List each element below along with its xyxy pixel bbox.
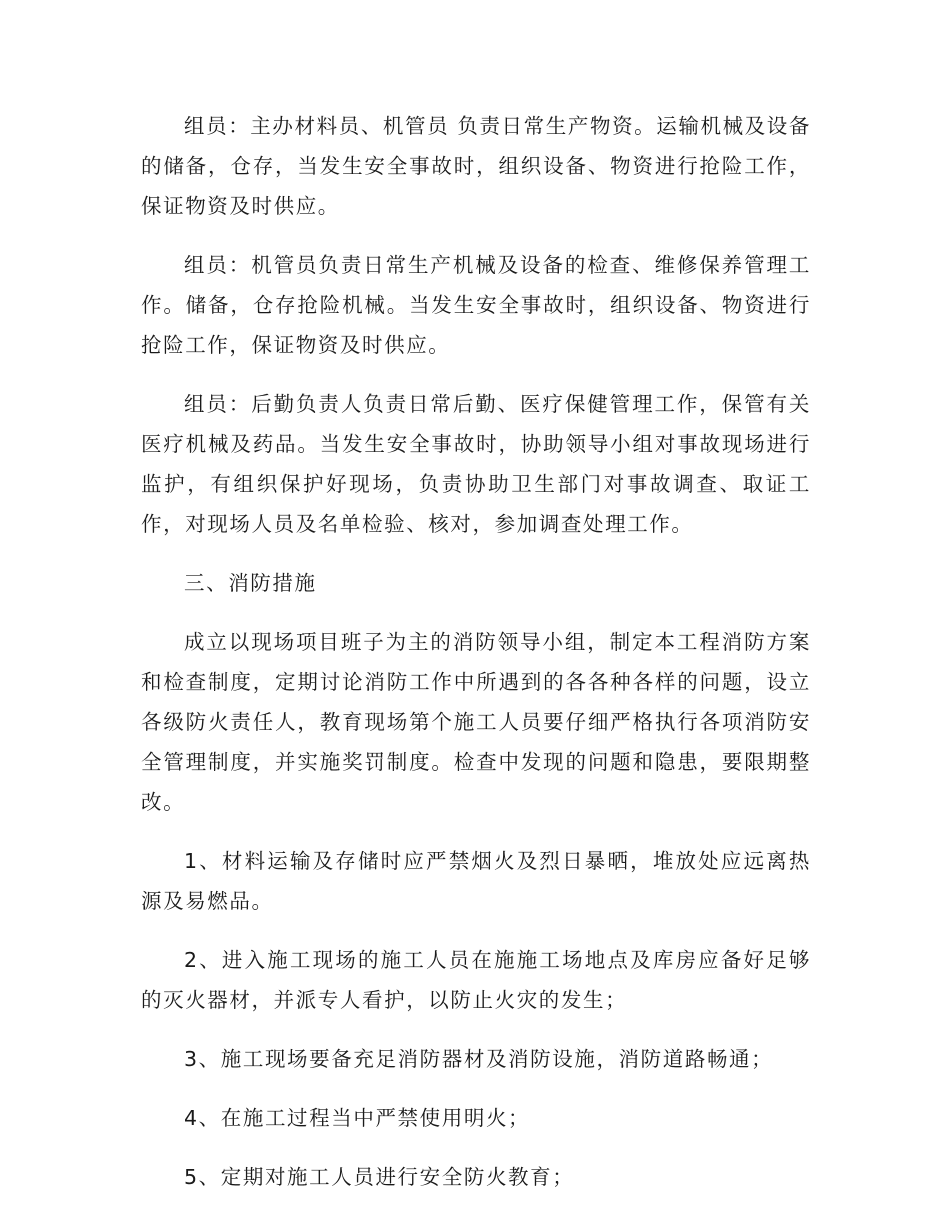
list-item-3: 3、施工现场要备充足消防器材及消防设施，消防道路畅通； — [184, 1047, 774, 1071]
list-item-2: 2、进入施工现场的施工人员在施施工场地点及库房应备好足够的灭火器材，并派专人看护，以防止火灾的发生； — [141, 948, 811, 1012]
document-body — [141, 106, 811, 1216]
paragraph-materials-team: 组员：主办材料员、机管员 负责日常生产物资。运输机械及设备的储备，仓存，当发生安全事故时，组织设备、物资进行抢险工作，保证物资及时供应。 — [141, 114, 811, 218]
section-heading-fire-measures: 三、消防措施 — [184, 571, 317, 595]
paragraph-logistics-team: 组员：后勤负责人负责日常后勤、医疗保健管理工作，保管有关医疗机械及药品。当发生安全事故时，协助领导小组对事故现场进行监护，有组织保护好现场，负责协助卫生部门对事故调查、取证工作，对现场人员及名单检验、核对，参加调查处理工作。 — [141, 392, 811, 536]
paragraph-machinery-team: 组员：机管员负责日常生产机械及设备的检查、维修保养管理工作。储备，仓存抢险机械。当发生安全事故时，组织设备、物资进行抢险工作，保证物资及时供应。 — [141, 253, 811, 357]
list-item-4: 4、在施工过程当中严禁使用明火； — [184, 1106, 531, 1130]
list-item-1: 1、材料运输及存储时应严禁烟火及烈日暴晒，堆放处应远离热源及易燃品。 — [141, 849, 811, 913]
list-item-5: 5、定期对施工人员进行安全防火教育； — [184, 1165, 575, 1189]
paragraph-fire-leadership: 成立以现场项目班子为主的消防领导小组，制定本工程消防方案和检查制度，定期讨论消防工作中所遇到的各各种各样的问题，设立各级防火责任人，教育现场第个施工人员要仔细严格执行各项消防安全管理制度，并实施奖罚制度。检查中发现的问题和隐患，要限期整改。 — [141, 630, 811, 814]
